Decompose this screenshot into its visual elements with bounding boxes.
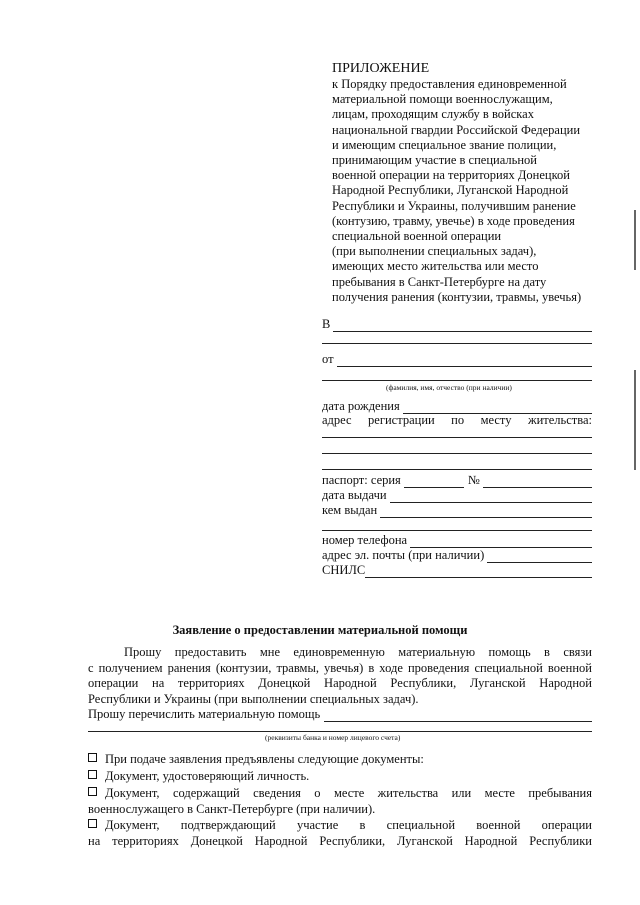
birth-date-field[interactable]: [322, 398, 592, 414]
passport-series-label: паспорт: серия: [322, 473, 401, 487]
appendix-line: национальной гвардии Российской Федерации: [332, 122, 581, 137]
from-blank[interactable]: [337, 354, 592, 367]
issue-date-field[interactable]: [322, 487, 592, 503]
document-item-2: [88, 785, 592, 817]
phone-field[interactable]: [322, 532, 592, 548]
snils-blank[interactable]: [365, 565, 592, 578]
address-line-2[interactable]: [322, 453, 592, 454]
issue-date-label: дата выдачи: [322, 488, 387, 502]
passport-number-label: №: [467, 473, 480, 487]
from-label: от: [322, 352, 334, 366]
issued-by-line-2[interactable]: [322, 530, 592, 531]
document-item-2-text-2: военнослужащего в Санкт-Петербурге (при наличии).: [88, 802, 376, 816]
scan-edge-mark: [634, 210, 636, 270]
address-line-1[interactable]: [322, 437, 592, 438]
checkbox-document-1[interactable]: [88, 770, 97, 779]
bank-details-line[interactable]: [88, 731, 592, 732]
email-label: адрес эл. почты (при наличии): [322, 548, 485, 562]
statement-line: операции на территориях Донецкой Народной Республики, Луганской Народной: [88, 676, 592, 690]
appendix-line: получения ранения (контузии, травмы, увечья): [332, 289, 582, 304]
from-field[interactable]: [322, 351, 592, 367]
transfer-label: Прошу перечислить материальную помощь: [88, 707, 321, 721]
statement-line: с получением ранения (контузии, травмы, увечья) в ходе проведения специальной военной: [88, 660, 592, 675]
checkbox-document-3[interactable]: [88, 819, 97, 828]
statement-line: Республики и Украины (при выполнении специальных задач).: [88, 691, 419, 706]
to-label: В: [322, 317, 331, 331]
document-item-3-text-2: на территориях Донецкой Народной Республики, Луганской Народной Республики: [88, 834, 592, 848]
passport-field[interactable]: [322, 472, 592, 488]
phone-label: номер телефона: [322, 533, 408, 547]
appendix-line: Народной Республики, Луганской Народной: [332, 183, 569, 198]
scan-edge-mark: [634, 370, 636, 470]
statement-paragraph: [88, 645, 592, 707]
appendix-line: и имеющим специальное звание полиции,: [332, 137, 557, 152]
documents-intro: [88, 751, 592, 767]
issued-by-field[interactable]: [322, 502, 592, 518]
fio-line[interactable]: [322, 380, 592, 381]
document-item-3: [88, 817, 592, 849]
issued-by-blank[interactable]: [380, 505, 592, 518]
transfer-field[interactable]: [88, 706, 592, 722]
document-item-2-text-1: Документ, содержащий сведения о месте жительства или месте пребывания: [105, 786, 592, 800]
appendix-text: [332, 77, 597, 305]
appendix-line: имеющих место жительства или место: [332, 259, 539, 274]
appendix-line: пребывания в Санкт-Петербурге на дату: [332, 274, 547, 289]
birth-date-label: дата рождения: [322, 399, 400, 413]
fio-caption: (фамилия, имя, отчество (при наличии): [386, 383, 512, 392]
appendix-line: (контузию, травму, увечье) в ходе проведения: [332, 213, 575, 228]
snils-label: СНИЛС: [322, 563, 366, 577]
appendix-line: лицам, проходящим службу в войсках: [332, 107, 534, 122]
appendix-line: специальной военной операции: [332, 229, 502, 244]
appendix-line: Республики и Украины, получившим ранение: [332, 198, 576, 213]
appendix-line: к Порядку предоставления единовременной: [332, 77, 567, 91]
checkbox-intro[interactable]: [88, 753, 97, 762]
document-item-1-text: Документ, удостоверяющий личность.: [105, 769, 310, 783]
to-continuation-line[interactable]: [322, 343, 592, 344]
address-line-3[interactable]: [322, 469, 592, 470]
documents-intro-text: При подаче заявления предъявлены следующие документы:: [105, 752, 424, 766]
appendix-line: (при выполнении специальных задач),: [332, 244, 537, 259]
to-blank[interactable]: [333, 319, 592, 332]
transfer-blank[interactable]: [324, 709, 592, 722]
email-field[interactable]: [322, 547, 592, 563]
appendix-line: принимающим участие в специальной: [332, 153, 537, 168]
document-item-1: [88, 768, 592, 784]
statement-heading: Заявление о предоставлении материальной помощи: [172, 623, 468, 637]
to-field[interactable]: [322, 316, 592, 332]
issued-by-label: кем выдан: [322, 503, 378, 517]
snils-field[interactable]: [322, 562, 592, 578]
checkbox-document-2[interactable]: [88, 787, 97, 796]
appendix-line: военной операции на территориях Донецкой: [332, 168, 570, 183]
statement-line: Прошу предоставить мне единовременную материальную помощь в связи: [124, 645, 592, 659]
address-label-row: [322, 413, 592, 428]
appendix-title: ПРИЛОЖЕНИЕ: [332, 61, 430, 76]
bank-caption: (реквизиты банка и номер лицевого счета): [265, 733, 401, 742]
document-item-3-text-1: Документ, подтверждающий участие в специальной военной операции: [105, 818, 592, 832]
appendix-line: материальной помощи военнослужащим,: [332, 92, 553, 107]
address-label: адрес регистрации по месту жительства:: [322, 413, 592, 427]
